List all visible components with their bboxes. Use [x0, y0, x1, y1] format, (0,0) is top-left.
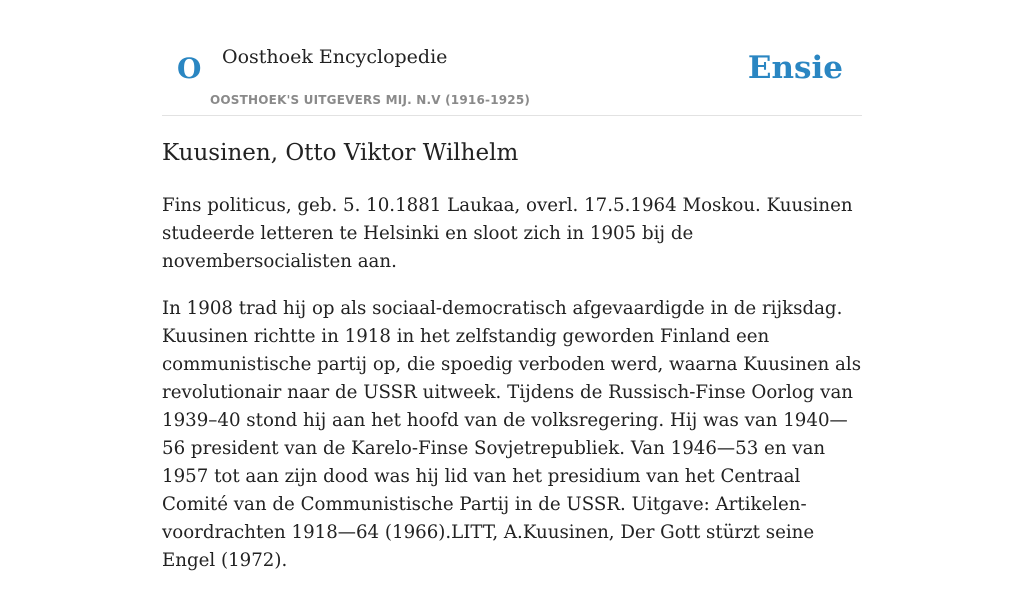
encyclopedia-logo[interactable]: O [177, 52, 202, 85]
encyclopedia-title[interactable]: Oosthoek Encyclopedie [222, 46, 448, 68]
entry-paragraph: Fins politicus, geb. 5. 10.1881 Laukaa, overl. 17.5.1964 Moskou. Kuusinen studeerde letteren te Helsinki en sloot zich in 1905 bij de novembersocialisten aan. [162, 195, 853, 272]
entry-paragraph: In 1908 trad hij op als sociaal-democratisch afgevaardigde in de rijksdag. Kuusinen richtte in 1918 in het zelfstandig geworden Finland een communistische partij op, die spoedig verboden werd, waarna Kuusinen als revolutionair naar de USSR uitweek. Tijdens de Russisch-Finse Oorlog van 1939–40 stond hij aan het hoofd van de volksregering. Hij was van 1940—56 president van de Karelo-Finse Sovjetrepubliek. Van 1946—53 en van 1957 tot aan zijn dood was hij lid van het presidium van het Centraal Comité van de Communistische Partij in de USSR. Uitgave: Artikelen-voordrachten 1918—64 (1966).LITT, A.Kuusinen, Der Gott stürzt seine Engel (1972). [162, 298, 862, 571]
page-container [162, 0, 862, 571]
entry-body [162, 192, 867, 594]
publisher-label: OOSTHOEK'S UITGEVERS MIJ. N.V (1916-1925) [210, 93, 531, 107]
entry-title: Kuusinen, Otto Viktor Wilhelm [162, 140, 519, 166]
ensie-brand-link[interactable]: Ensie [747, 50, 843, 86]
site-header [162, 0, 862, 116]
